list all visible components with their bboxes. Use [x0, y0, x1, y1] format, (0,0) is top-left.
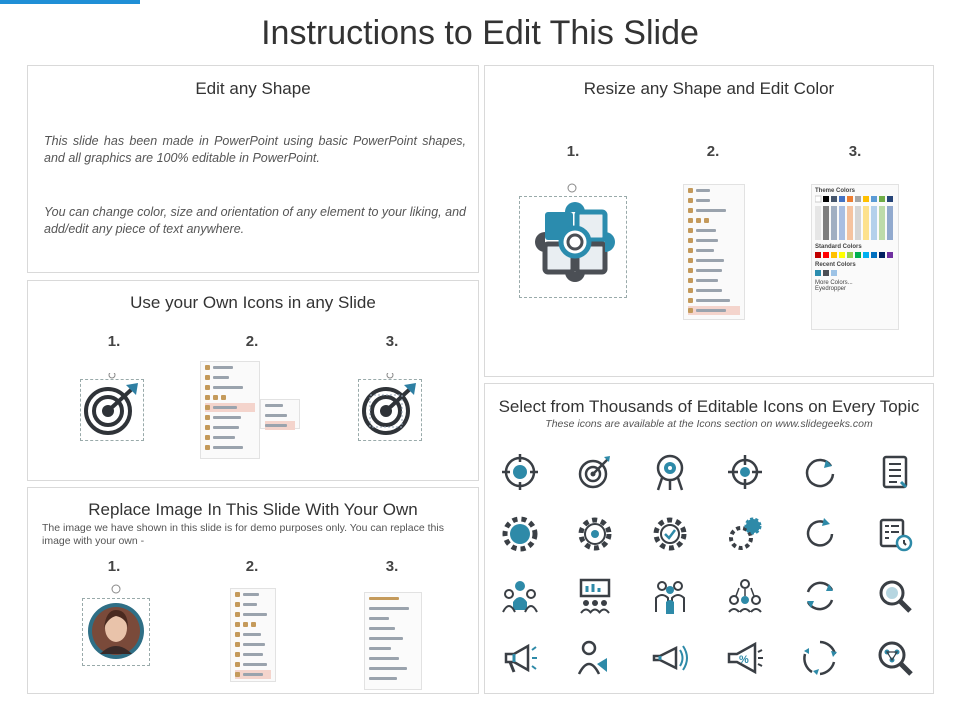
icons-panel: [484, 383, 934, 694]
archery-target-icon: [650, 452, 690, 492]
resize-step-1: 1.: [566, 143, 580, 160]
user-speaker-icon: [575, 638, 615, 678]
recent-colors-label: Recent Colors: [815, 262, 856, 268]
shape-context-menu: [683, 184, 745, 320]
gear-check-icon: [650, 514, 690, 554]
portrait-placeholder-image: [82, 584, 150, 672]
team-leader-icon: [500, 576, 540, 616]
edit-shape-paragraph-2: You can change color, size and orientation of any element to your liking, and add/edit any piece of text anywhere.: [44, 205, 466, 236]
cycle-three-arrows-icon: [800, 638, 840, 678]
own-icons-step-2: 2.: [245, 333, 259, 350]
replace-image-title: Replace Image In This Slide With Your Own: [88, 500, 418, 519]
presentation-team-icon: [575, 576, 615, 616]
ungroup-context-menu: [200, 361, 260, 459]
own-icons-step-1: 1.: [107, 333, 121, 350]
replace-image-text: The image we have shown in this slide is for demo purposes only. You can replace this image with your own -: [42, 522, 444, 547]
change-picture-context-menu: [230, 588, 276, 682]
replace-step-1: 1.: [107, 558, 121, 575]
own-icons-panel: [27, 280, 479, 481]
slide-title: Instructions to Edit This Slide: [261, 14, 699, 52]
standard-colors-label: Standard Colors: [815, 244, 862, 250]
resize-step-3: 3.: [848, 143, 862, 160]
target-icon-selected: [80, 373, 144, 441]
top-accent-bar: [0, 0, 140, 4]
edit-shape-panel: [27, 65, 479, 273]
replace-step-2: 2.: [245, 558, 259, 575]
theme-color-grid: [815, 194, 895, 242]
target-crosshair-icon: [500, 452, 540, 492]
resize-color-title: Resize any Shape and Edit Color: [583, 79, 835, 98]
own-icons-title: Use your Own Icons in any Slide: [130, 293, 376, 312]
document-list-icon: [875, 452, 915, 492]
ungroup-submenu: [260, 399, 300, 429]
gear-eye-icon: [575, 514, 615, 554]
megaphone-sound-icon: [650, 638, 690, 678]
business-group-icon: [650, 576, 690, 616]
crosshair-icon: [725, 452, 765, 492]
format-shape-pane: [364, 592, 422, 690]
network-people-icon: [725, 576, 765, 616]
target-icon-ungrouped: [358, 373, 422, 441]
recent-color-row: [815, 268, 895, 278]
circular-arrow-icon: [800, 514, 840, 554]
standard-color-row: [815, 250, 895, 260]
magnifier-icon: [875, 576, 915, 616]
icons-panel-title: Select from Thousands of Editable Icons on Every Topic: [498, 397, 920, 416]
checklist-clock-icon: [875, 514, 915, 554]
dart-target-icon: [575, 452, 615, 492]
gears-pair-icon: [725, 514, 765, 554]
own-icons-step-3: 3.: [385, 333, 399, 350]
replace-image-panel: [27, 487, 479, 694]
gear-icon: [500, 514, 540, 554]
puzzle-shape-selected: [519, 182, 629, 302]
cycle-arrows-icon: [800, 576, 840, 616]
color-picker-dropdown: [811, 184, 899, 330]
resize-step-2: 2.: [706, 143, 720, 160]
edit-shape-paragraph-1: This slide has been made in PowerPoint using basic PowerPoint shapes, and all graphics are 100% editable in PowerPoint.: [44, 134, 466, 165]
search-network-icon: [875, 638, 915, 678]
icons-panel-subtitle: These icons are available at the Icons section on www.slidegeeks.com: [545, 418, 873, 430]
theme-colors-label: Theme Colors: [815, 188, 856, 194]
eyedropper-option[interactable]: Eyedropper: [815, 286, 847, 292]
resize-color-panel: [484, 65, 934, 377]
replace-step-3: 3.: [385, 558, 399, 575]
more-colors-option[interactable]: More Colors...: [815, 280, 853, 286]
megaphone-icon: [500, 638, 540, 678]
refresh-arrow-icon: [800, 452, 840, 492]
svg-text:%: %: [739, 654, 749, 666]
icon-grid: [485, 452, 935, 692]
discount-megaphone-icon: [725, 638, 765, 678]
edit-shape-title: Edit any Shape: [195, 79, 311, 98]
